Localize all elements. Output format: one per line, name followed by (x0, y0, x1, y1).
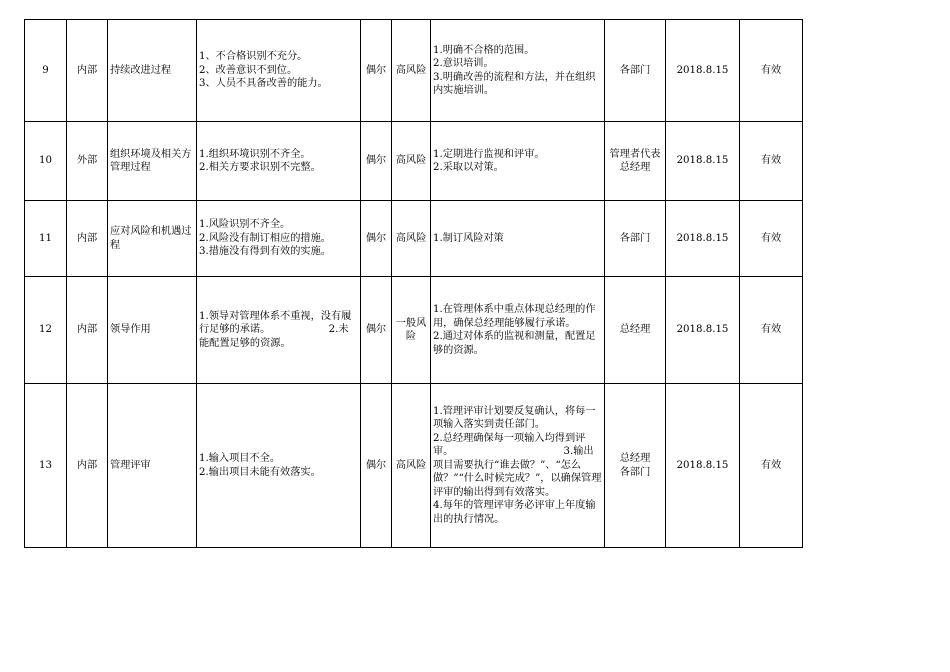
cell-measures (431, 201, 605, 277)
cell-risks-line: 1、不合格识别不充分。 (199, 51, 308, 63)
cell-status: 有效 (740, 277, 803, 384)
cell-number: 13 (25, 384, 67, 548)
cell-type: 内部 (67, 201, 108, 277)
cell-measures-line: 1.明确不合格的范围。 (433, 44, 535, 56)
cell-measures-line: 1.在管理体系中重点体现总经理的作用，确保总经理能够履行承诺。 (433, 304, 596, 329)
cell-frequency: 偶尔 (361, 201, 392, 277)
cell-status: 有效 (740, 122, 803, 201)
cell-measures-line: 2.采取以对策。 (433, 162, 504, 173)
cell-risk-level: 高风险 (392, 122, 431, 201)
cell-risks (197, 20, 361, 122)
table-row (25, 277, 803, 384)
cell-owner-line: 总经理 (619, 324, 651, 336)
cell-owner (605, 384, 666, 548)
cell-measures-line: 2.总经理确保每一项输入均得到评审。 3.输出项目需要执行“谁去做？”、“怎么做？”“什么时候完成？”，以确保管理评审的输出得到有效落实。 (433, 432, 602, 498)
cell-owner-line: 各部门 (619, 232, 651, 244)
cell-risk-level: 高风险 (392, 384, 431, 548)
cell-process: 组织环境及相关方管理过程 (108, 122, 197, 201)
cell-number: 11 (25, 201, 67, 277)
cell-risks-line: 3、人员不具备改善的能力。 (199, 78, 328, 90)
cell-number: 9 (25, 20, 67, 122)
cell-risks-line: 1.领导对管理体系不重视，没有履行足够的承诺。 2.未能配置足够的资源。 (199, 310, 352, 349)
cell-measures (431, 384, 605, 548)
table-row (25, 384, 803, 548)
cell-risks (197, 201, 361, 277)
risk-register-table (24, 19, 803, 548)
cell-type: 外部 (67, 122, 108, 201)
cell-process: 持续改进过程 (108, 20, 197, 122)
cell-date: 2018.8.15 (666, 384, 740, 548)
cell-risk-level: 高风险 (392, 20, 431, 122)
cell-measures-line: 2.意识培训。 (433, 58, 494, 69)
cell-measures-line: 1.定期进行监视和评审。 (433, 148, 545, 160)
cell-owner (605, 122, 666, 201)
cell-risks-line: 1.输入项目不全。 2.输出项目未能有效落实。 (199, 453, 352, 478)
cell-type: 内部 (67, 384, 108, 548)
cell-process: 应对风险和机遇过程 (108, 201, 197, 277)
cell-risks (197, 122, 361, 201)
cell-status: 有效 (740, 20, 803, 122)
cell-status: 有效 (740, 201, 803, 277)
cell-type: 内部 (67, 20, 108, 122)
cell-date: 2018.8.15 (666, 201, 740, 277)
cell-risks-line: 3.措施没有得到有效的实施。 (199, 246, 331, 258)
cell-owner (605, 20, 666, 122)
cell-owner-line: 各部门 (619, 64, 651, 76)
cell-process: 管理评审 (108, 384, 197, 548)
cell-risks-line: 1.组织环境识别不齐全。 (199, 148, 311, 160)
cell-status: 有效 (740, 384, 803, 548)
cell-owner (605, 277, 666, 384)
cell-date: 2018.8.15 (666, 20, 740, 122)
cell-number: 12 (25, 277, 67, 384)
cell-frequency: 偶尔 (361, 20, 392, 122)
cell-process: 领导作用 (108, 277, 197, 384)
cell-frequency: 偶尔 (361, 277, 392, 384)
cell-risks-line: 2、改善意识不到位。 (199, 64, 298, 76)
table-row (25, 20, 803, 122)
cell-risk-level: 高风险 (392, 201, 431, 277)
cell-type: 内部 (67, 277, 108, 384)
cell-frequency: 偶尔 (361, 122, 392, 201)
cell-risk-level: 一般风险 (392, 277, 431, 384)
cell-risks-line: 2.风险没有制订相应的措施。 (199, 232, 331, 244)
cell-risks-line: 1.风险识别不齐全。 (199, 219, 291, 231)
cell-owner-line: 各部门 (619, 466, 651, 478)
cell-measures-line: 4.每年的管理评审务必评审上年度输出的执行情况。 (433, 500, 596, 525)
cell-owner-line: 管理者代表 (609, 148, 661, 160)
table-body (25, 20, 803, 548)
cell-number: 10 (25, 122, 67, 201)
cell-measures (431, 122, 605, 201)
cell-measures (431, 277, 605, 384)
cell-owner-line: 总经理 (619, 453, 651, 464)
cell-measures-line: 3.明确改善的流程和方法，并在组织内实施培训。 (433, 71, 596, 96)
cell-frequency: 偶尔 (361, 384, 392, 548)
table-row (25, 122, 803, 201)
cell-measures (431, 20, 605, 122)
cell-measures-line: 2.通过对体系的监视和测量，配置足够的资源。 (433, 331, 596, 356)
table-row (25, 201, 803, 277)
cell-owner (605, 201, 666, 277)
cell-measures-line: 1.制订风险对策 (433, 232, 504, 244)
cell-measures-line: 1.管理评审计划要反复确认，将每一项输入落实到责任部门。 (433, 405, 596, 431)
cell-risks (197, 277, 361, 384)
cell-risks-line: 2.相关方要求识别不完整。 (199, 162, 321, 173)
cell-risks (197, 384, 361, 548)
cell-owner-line: 总经理 (619, 162, 651, 173)
cell-date: 2018.8.15 (666, 277, 740, 384)
cell-date: 2018.8.15 (666, 122, 740, 201)
